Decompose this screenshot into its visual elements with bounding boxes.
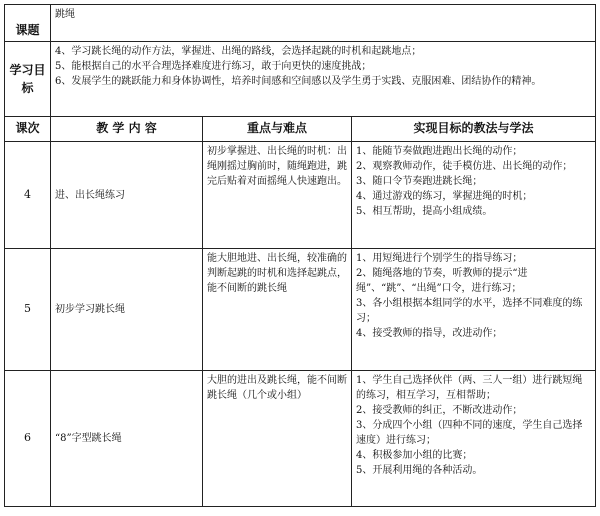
- lesson-key-points: 初步掌握进、出长绳的时机：出绳刚摇过胸前时，随绳跑进，跳完后贴着对面摇绳人快速跑出。: [203, 142, 352, 249]
- method-item: 3、随口令节奏跑进跳长绳；: [356, 176, 483, 187]
- objective-item: 4、学习跳长绳的动作方法，掌握进、出绳的路线，会选择起跳的时机和起跳地点；: [55, 46, 422, 57]
- method-item: 4、积极参加小组的比赛；: [356, 450, 473, 461]
- objectives-list: [51, 42, 596, 117]
- header-row: [5, 117, 596, 142]
- method-item: 5、相互帮助，提高小组成绩。: [356, 206, 493, 217]
- lesson-number: 5: [5, 249, 51, 371]
- lesson-methods: [352, 249, 596, 371]
- lesson-row: [5, 142, 596, 249]
- header-lesson: 课次: [5, 117, 51, 142]
- objectives-row: [5, 42, 596, 117]
- objectives-label-line2: 标: [21, 81, 34, 95]
- lesson-key-points: 能大胆地进、出长绳，较准确的判断起跳的时机和选择起跳点，能不间断的跳长绳: [203, 249, 352, 371]
- lesson-plan-table: [4, 4, 596, 507]
- lesson-number: 4: [5, 142, 51, 249]
- objectives-label-line1: 学习目: [9, 63, 46, 77]
- lesson-content: 初步学习跳长绳: [51, 249, 203, 371]
- method-item: 1、能随节奏做跑进跑出长绳的动作；: [356, 146, 523, 157]
- topic-value: 跳绳: [51, 5, 596, 42]
- lesson-content: “8”字型跳长绳: [51, 371, 203, 507]
- header-content: 教 学 内 容: [51, 117, 203, 142]
- objectives-label: [5, 42, 51, 117]
- lesson-content: 进、出长绳练习: [51, 142, 203, 249]
- lesson-plan-page: [4, 4, 595, 512]
- topic-label: 课题: [5, 5, 51, 42]
- method-item: 2、接受教师的纠正，不断改进动作；: [356, 405, 523, 416]
- method-item: 4、通过游戏的练习，掌握进绳的时机；: [356, 191, 533, 202]
- lesson-number: 6: [5, 371, 51, 507]
- lesson-methods: [352, 371, 596, 507]
- lesson-row: [5, 371, 596, 507]
- method-item: 3、各小组根据本组同学的水平，选择不同难度的练习；: [356, 298, 583, 324]
- method-item: 2、随绳落地的节奏，听教师的提示“进绳”、“跳”、“出绳”口令，进行练习；: [356, 268, 528, 294]
- objective-item: 6、发展学生的跳跃能力和身体协调性，培养时间感和空间感以及学生勇于实践、克服困难、团结协作的精神。: [55, 76, 542, 87]
- header-methods: 实现目标的教法与学法: [352, 117, 596, 142]
- method-item: 3、分成四个小组（四种不同的速度，学生自己选择速度）进行练习；: [356, 420, 583, 446]
- lesson-methods: [352, 142, 596, 249]
- lesson-key-points: 大胆的进出及跳长绳，能不间断跳长绳（几个或小组）: [203, 371, 352, 507]
- objective-item: 5、能根据自己的水平合理选择难度进行练习，敢于向更快的速度挑战；: [55, 61, 372, 72]
- method-item: 1、用短绳进行个别学生的指导练习；: [356, 253, 523, 264]
- method-item: 4、接受教师的指导，改进动作；: [356, 328, 503, 339]
- method-item: 1、学生自己选择伙伴（两、三人一组）进行跳短绳的练习，相互学习，互相帮助；: [356, 375, 583, 401]
- lesson-row: [5, 249, 596, 371]
- header-key-points: 重点与难点: [203, 117, 352, 142]
- topic-row: [5, 5, 596, 42]
- method-item: 5、开展利用绳的各种活动。: [356, 465, 483, 476]
- method-item: 2、观察教师动作，徒手模仿进、出长绳的动作；: [356, 161, 573, 172]
